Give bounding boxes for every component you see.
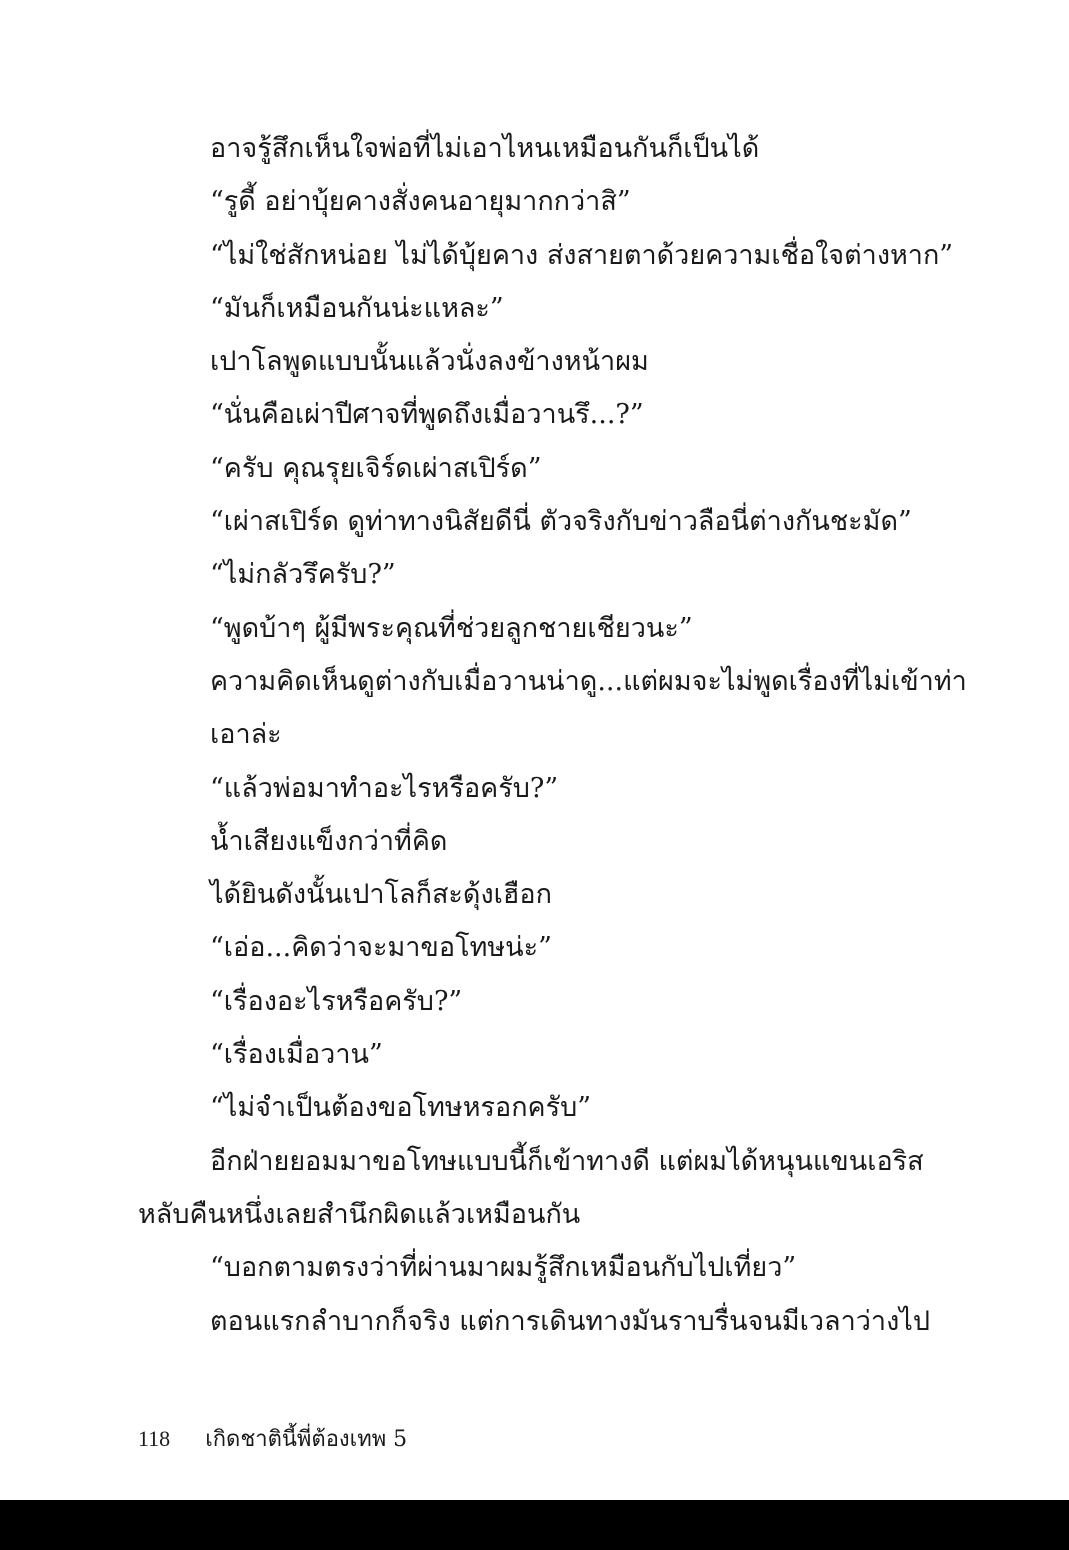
text-line: “เอ่อ...คิดว่าจะมาขอโทษน่ะ” <box>210 932 552 964</box>
text-line: อีกฝ่ายยอมมาขอโทษแบบนี้ก็เข้าทางดี แต่ผมได้หนุนแขนเอริส <box>210 1145 924 1177</box>
text-line: “ไม่ใช่สักหน่อย ไม่ได้บุ้ยคาง ส่งสายตาด้วยความเชื่อใจต่างหาก” <box>210 239 954 271</box>
bottom-black-bar <box>0 1500 1069 1550</box>
text-line: “พูดบ้าๆ ผู้มีพระคุณที่ช่วยลูกชายเชียวนะ” <box>210 612 693 644</box>
text-line: “รูดี้ อย่าบุ้ยคางสั่งคนอายุมากกว่าสิ” <box>210 186 631 218</box>
page-footer <box>138 1422 407 1457</box>
text-line: “เรื่องเมื่อวาน” <box>210 1039 383 1071</box>
text-line: น้ำเสียงแข็งกว่าที่คิด <box>210 825 448 857</box>
text-line: หลับคืนหนึ่งเลยสำนึกผิดแล้วเหมือนกัน <box>138 1198 581 1230</box>
text-line: “ไม่กลัวรึครับ?” <box>210 559 396 591</box>
text-line: ตอนแรกลำบากก็จริง แต่การเดินทางมันราบรื่นจนมีเวลาว่างไป <box>210 1305 930 1337</box>
page-body-text <box>138 122 967 1348</box>
text-line: อาจรู้สึกเห็นใจพ่อที่ไม่เอาไหนเหมือนกันก็เป็นได้ <box>210 133 760 164</box>
text-line: เปาโลพูดแบบนั้นแล้วนั่งลงข้างหน้าผม <box>210 346 649 378</box>
text-line: “แล้วพ่อมาทำอะไรหรือครับ?” <box>210 772 559 804</box>
text-line: “ไม่จำเป็นต้องขอโทษหรอกครับ” <box>210 1092 592 1124</box>
text-line: ได้ยินดังนั้นเปาโลก็สะดุ้งเฮือก <box>210 879 552 911</box>
text-line: “นั่นคือเผ่าปีศาจที่พูดถึงเมื่อวานรึ...?” <box>210 399 644 431</box>
text-line: “เผ่าสเปิร์ด ดูท่าทางนิสัยดีนี่ ตัวจริงกับข่าวลือนี่ต่างกันชะมัด” <box>210 506 912 538</box>
text-line: “มันก็เหมือนกันน่ะแหละ” <box>210 292 504 324</box>
text-line: “ครับ คุณรุยเจิร์ดเผ่าสเปิร์ด” <box>210 452 542 484</box>
text-line: เอาล่ะ <box>210 719 282 751</box>
text-line: “เรื่องอะไรหรือครับ?” <box>210 985 463 1017</box>
page-number: 118 <box>138 1426 171 1451</box>
text-line: “บอกตามตรงว่าที่ผ่านมาผมรู้สึกเหมือนกับไปเที่ยว” <box>210 1252 797 1284</box>
running-book-title: เกิดชาตินี้พี่ต้องเทพ 5 <box>205 1427 408 1452</box>
text-line: ความคิดเห็นดูต่างกับเมื่อวานน่าดู...แต่ผมจะไม่พูดเรื่องที่ไม่เข้าท่า <box>210 665 967 697</box>
